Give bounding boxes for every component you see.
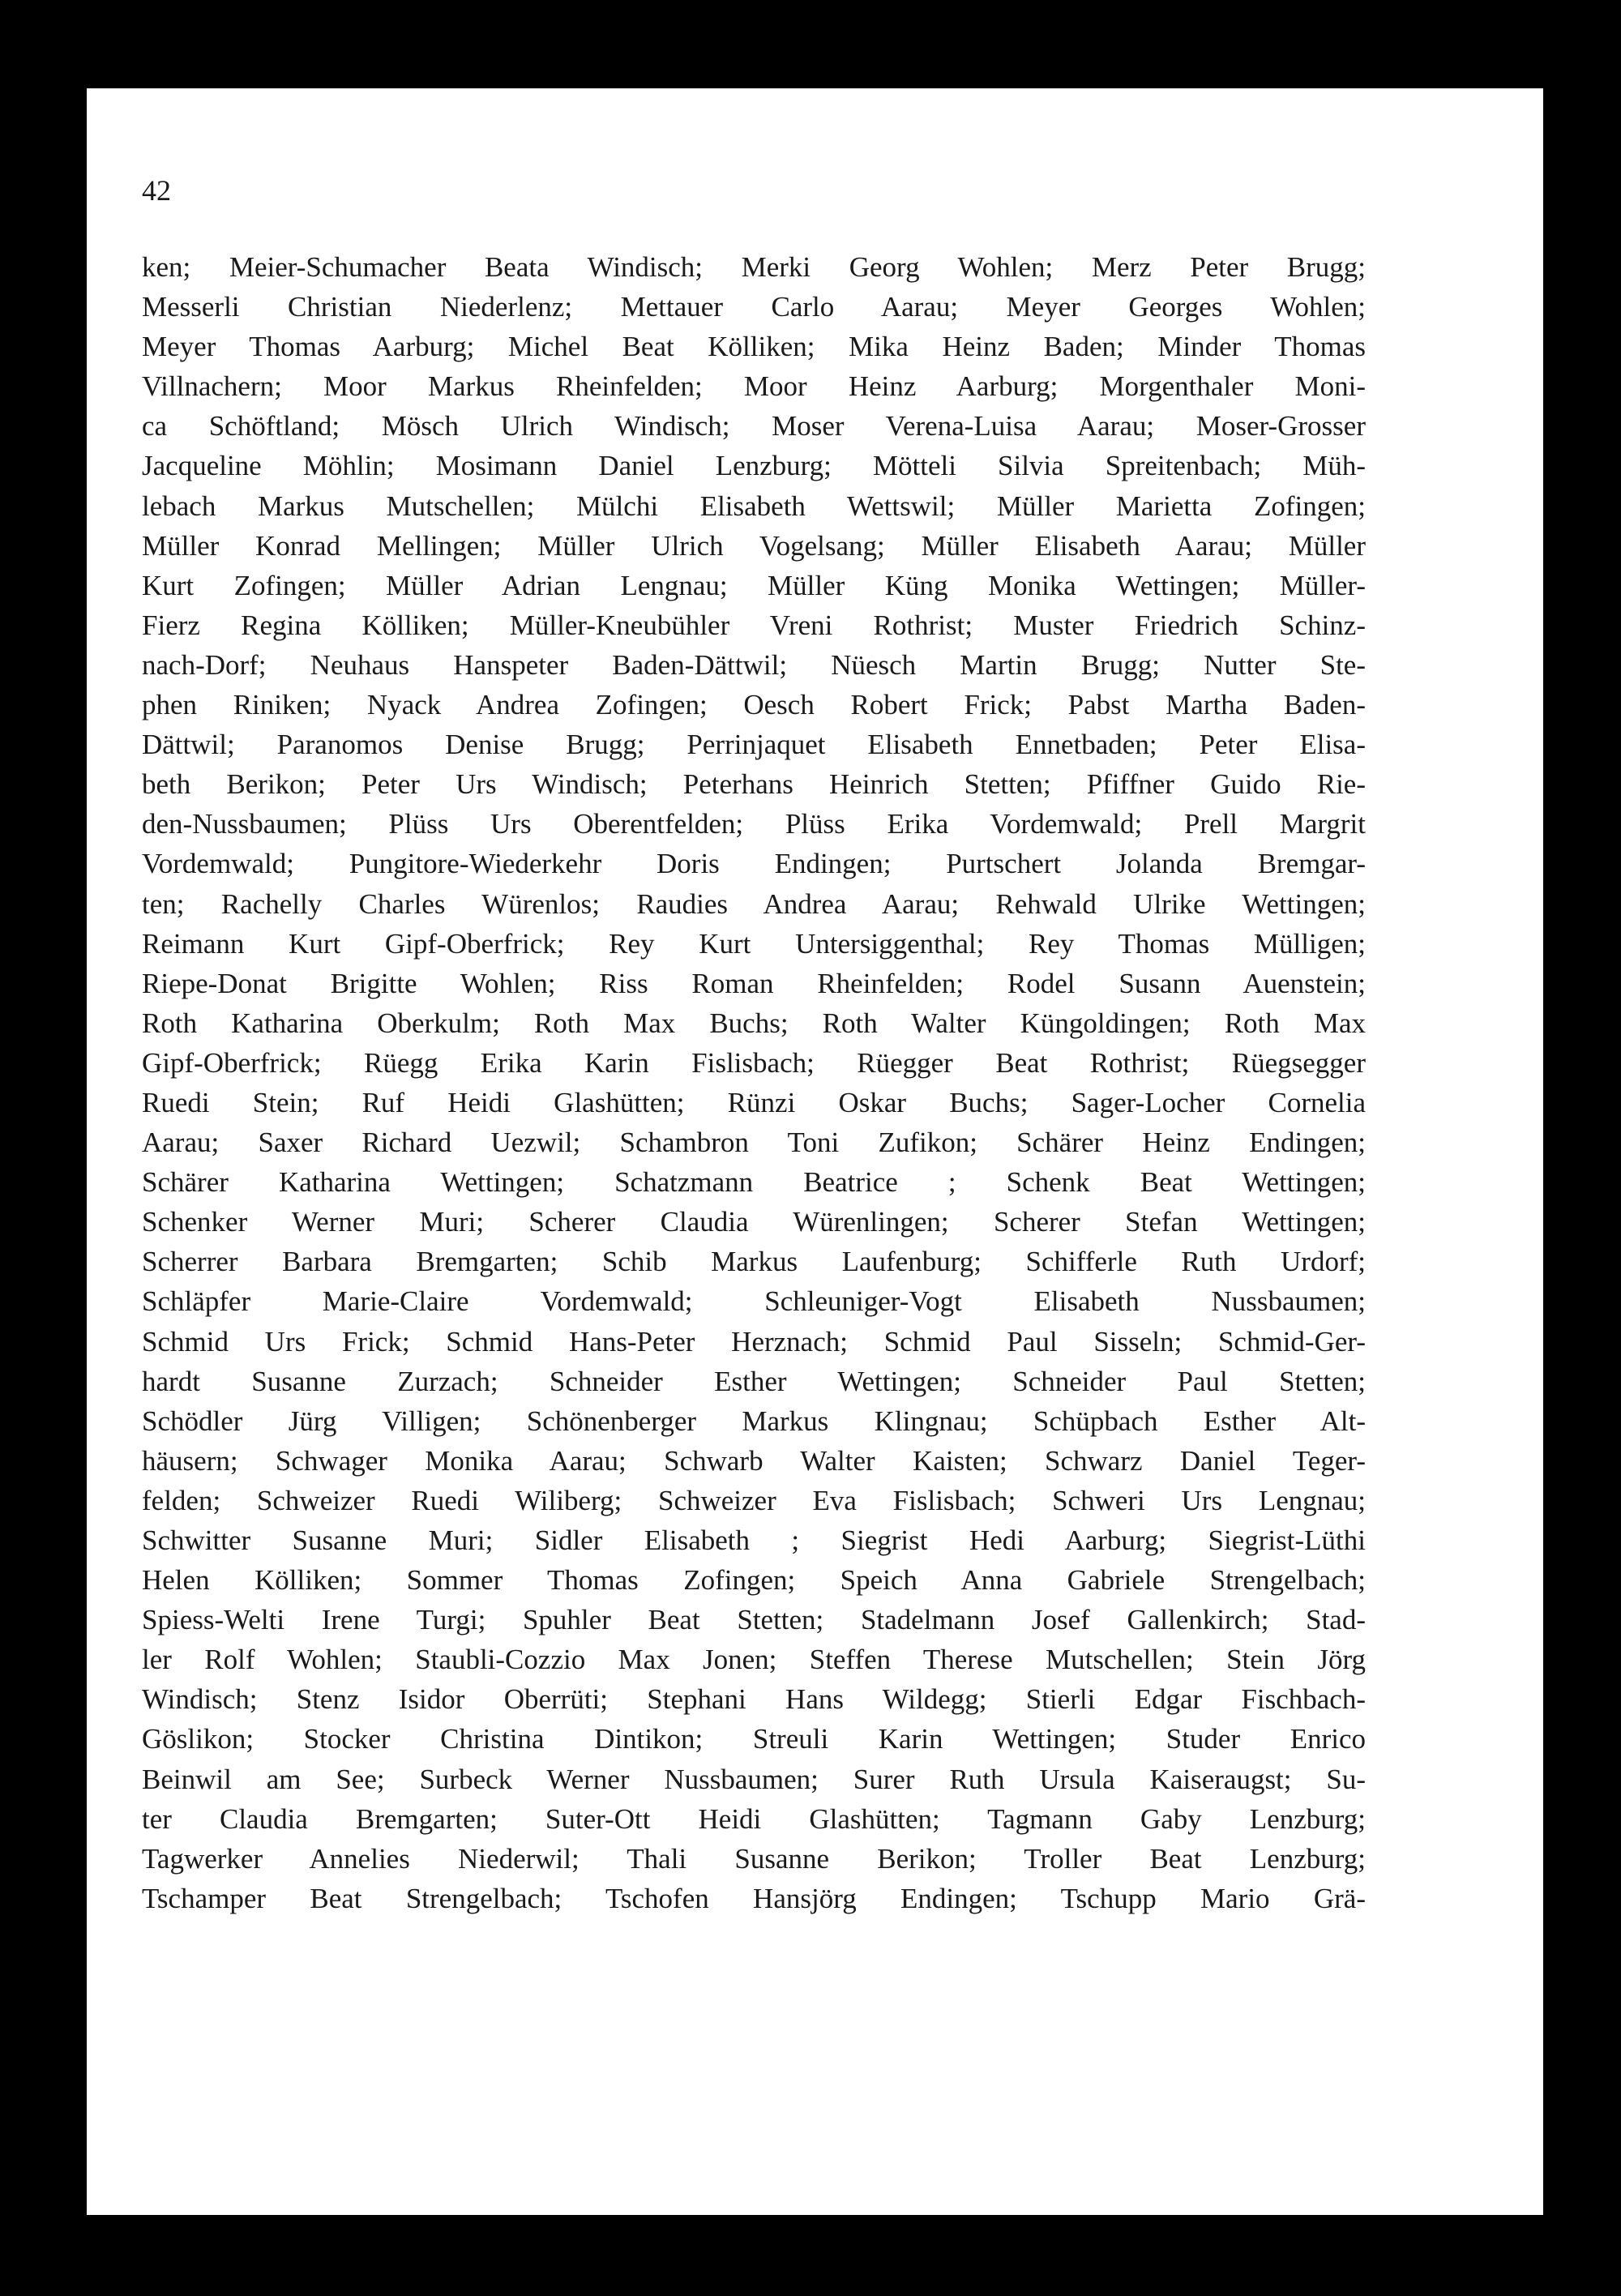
text-line: Helen Kölliken; Sommer Thomas Zofingen; Speich Anna Gabriele Strengelbach;: [142, 1564, 1366, 1597]
text-line: ter Claudia Bremgarten; Suter-Ott Heidi Glashütten; Tagmann Gaby Lenzburg;: [142, 1802, 1366, 1835]
text-line: Spiess-Welti Irene Turgi; Spuhler Beat Stetten; Stadelmann Josef Gallenkirch; Stad-: [142, 1604, 1366, 1636]
text-line: Kurt Zofingen; Müller Adrian Lengnau; Müller Küng Monika Wettingen; Müller-: [142, 569, 1366, 601]
text-line: Gipf-Oberfrick; Rüegg Erika Karin Fislisbach; Rüegger Beat Rothrist; Rüegsegger: [142, 1046, 1366, 1079]
text-line: Messerli Christian Niederlenz; Mettauer Carlo Aarau; Meyer Georges Wohlen;: [142, 291, 1366, 323]
page-number: 42: [142, 174, 171, 207]
text-line: Riepe-Donat Brigitte Wohlen; Riss Roman Rheinfelden; Rodel Susann Auenstein;: [142, 967, 1366, 999]
text-line: häusern; Schwager Monika Aarau; Schwarb Walter Kaisten; Schwarz Daniel Teger-: [142, 1444, 1366, 1477]
text-line: phen Riniken; Nyack Andrea Zofingen; Oesch Robert Frick; Pabst Martha Baden-: [142, 689, 1366, 721]
text-line: Beinwil am See; Surbeck Werner Nussbaumen; Surer Ruth Ursula Kaiseraugst; Su-: [142, 1763, 1366, 1795]
text-line: Schmid Urs Frick; Schmid Hans-Peter Herznach; Schmid Paul Sisseln; Schmid-Ger-: [142, 1325, 1366, 1358]
text-line: Schwitter Susanne Muri; Sidler Elisabeth ; Siegrist Hedi Aarburg; Siegrist-Lüthi: [142, 1524, 1366, 1556]
text-line: Jacqueline Möhlin; Mosimann Daniel Lenzburg; Mötteli Silvia Spreitenbach; Müh-: [142, 450, 1366, 482]
text-line: Schläpfer Marie-Claire Vordemwald; Schleuniger-Vogt Elisabeth Nussbaumen;: [142, 1285, 1366, 1318]
text-line: Dättwil; Paranomos Denise Brugg; Perrinjaquet Elisabeth Ennetbaden; Peter Elisa-: [142, 729, 1366, 761]
text-line: Scherrer Barbara Bremgarten; Schib Markus Laufenburg; Schifferle Ruth Urdorf;: [142, 1246, 1366, 1278]
text-line: Aarau; Saxer Richard Uezwil; Schambron Toni Zufikon; Schärer Heinz Endingen;: [142, 1127, 1366, 1159]
text-line: Schärer Katharina Wettingen; Schatzmann Beatrice ; Schenk Beat Wettingen;: [142, 1166, 1366, 1199]
text-line: felden; Schweizer Ruedi Wiliberg; Schweizer Eva Fislisbach; Schweri Urs Lengnau;: [142, 1484, 1366, 1516]
text-line: Schödler Jürg Villigen; Schönenberger Markus Klingnau; Schüpbach Esther Alt-: [142, 1405, 1366, 1437]
text-line: Fierz Regina Kölliken; Müller-Kneubühler Vreni Rothrist; Muster Friedrich Schinz-: [142, 609, 1366, 641]
text-line: ken; Meier-Schumacher Beata Windisch; Merki Georg Wohlen; Merz Peter Brugg;: [142, 251, 1366, 283]
text-line: Müller Konrad Mellingen; Müller Ulrich Vogelsang; Müller Elisabeth Aarau; Müller: [142, 529, 1366, 562]
text-line: Vordemwald; Pungitore-Wiederkehr Doris Endingen; Purtschert Jolanda Bremgar-: [142, 848, 1366, 880]
text-line: Tagwerker Annelies Niederwil; Thali Susanne Berikon; Troller Beat Lenzburg;: [142, 1842, 1366, 1875]
text-line: ca Schöftland; Mösch Ulrich Windisch; Moser Verena-Luisa Aarau; Moser-Grosser: [142, 410, 1366, 443]
text-line: Roth Katharina Oberkulm; Roth Max Buchs; Roth Walter Küngoldingen; Roth Max: [142, 1007, 1366, 1039]
body-text: [142, 247, 1366, 1918]
text-line: Göslikon; Stocker Christina Dintikon; Streuli Karin Wettingen; Studer Enrico: [142, 1723, 1366, 1755]
text-line: Meyer Thomas Aarburg; Michel Beat Kölliken; Mika Heinz Baden; Minder Thomas: [142, 331, 1366, 363]
text-line: beth Berikon; Peter Urs Windisch; Peterhans Heinrich Stetten; Pfiffner Guido Rie-: [142, 768, 1366, 801]
text-line: Tschamper Beat Strengelbach; Tschofen Hansjörg Endingen; Tschupp Mario Grä-: [142, 1882, 1366, 1914]
text-line: Windisch; Stenz Isidor Oberrüti; Stephani Hans Wildegg; Stierli Edgar Fischbach-: [142, 1683, 1366, 1716]
text-line: ten; Rachelly Charles Würenlos; Raudies Andrea Aarau; Rehwald Ulrike Wettingen;: [142, 887, 1366, 920]
text-line: Schenker Werner Muri; Scherer Claudia Würenlingen; Scherer Stefan Wettingen;: [142, 1206, 1366, 1238]
text-line: nach-Dorf; Neuhaus Hanspeter Baden-Dättwil; Nüesch Martin Brugg; Nutter Ste-: [142, 648, 1366, 681]
text-line: hardt Susanne Zurzach; Schneider Esther Wettingen; Schneider Paul Stetten;: [142, 1365, 1366, 1397]
text-line: Reimann Kurt Gipf-Oberfrick; Rey Kurt Untersiggenthal; Rey Thomas Mülligen;: [142, 927, 1366, 960]
text-line: Ruedi Stein; Ruf Heidi Glashütten; Rünzi Oskar Buchs; Sager-Locher Cornelia: [142, 1086, 1366, 1118]
text-line: lebach Markus Mutschellen; Mülchi Elisabeth Wettswil; Müller Marietta Zofingen;: [142, 490, 1366, 522]
text-line: den-Nussbaumen; Plüss Urs Oberentfelden; Plüss Erika Vordemwald; Prell Margrit: [142, 808, 1366, 840]
text-line: Villnachern; Moor Markus Rheinfelden; Moor Heinz Aarburg; Morgenthaler Moni-: [142, 370, 1366, 403]
text-line: ler Rolf Wohlen; Staubli-Cozzio Max Jonen; Steffen Therese Mutschellen; Stein Jörg: [142, 1644, 1366, 1676]
